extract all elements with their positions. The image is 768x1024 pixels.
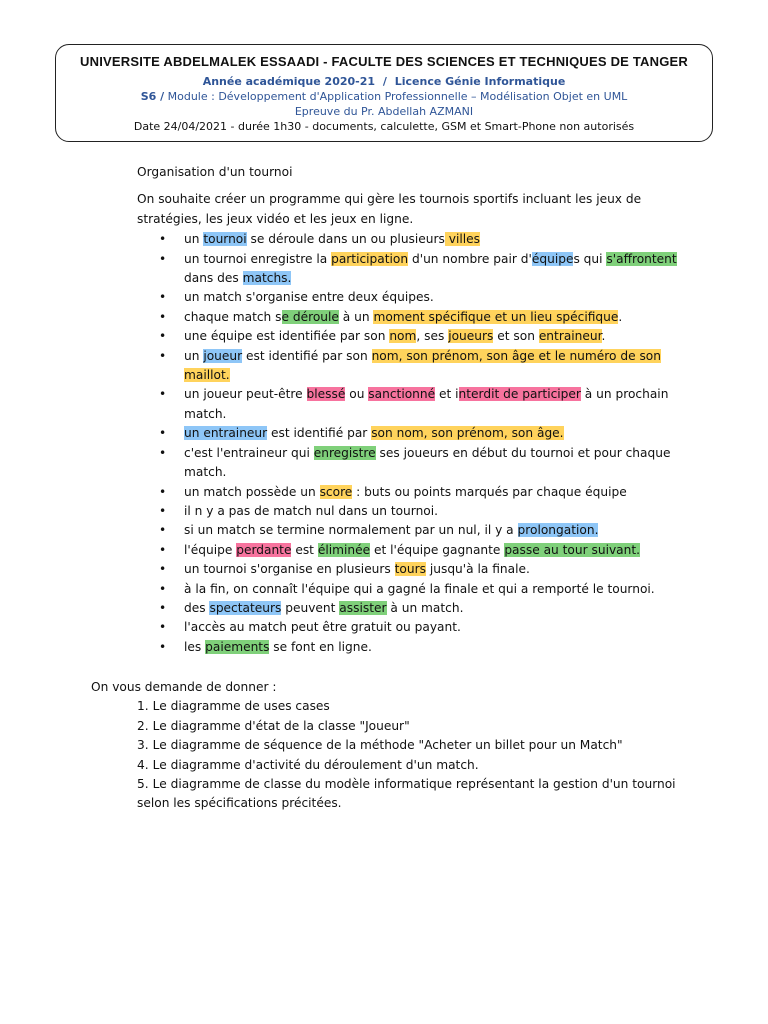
highlighted-term: tournoi bbox=[203, 232, 247, 247]
highlighted-term: villes bbox=[444, 232, 480, 247]
rule-text: est identifié par bbox=[267, 426, 372, 441]
rule-text: est bbox=[291, 542, 318, 557]
bullet-icon: • bbox=[159, 523, 167, 538]
highlighted-term: e déroule bbox=[281, 309, 339, 324]
academic-year-line bbox=[56, 74, 712, 89]
task-number: 3. bbox=[137, 738, 149, 753]
bullet-icon: • bbox=[159, 639, 167, 654]
questions-title: On vous demande de donner : bbox=[91, 680, 277, 694]
list-item bbox=[137, 618, 697, 637]
list-item bbox=[137, 444, 697, 483]
list-item bbox=[137, 250, 697, 289]
header-box bbox=[55, 44, 713, 142]
rule-text: les bbox=[184, 639, 206, 654]
rule-text: une équipe est identifiée par son bbox=[184, 329, 390, 344]
university-title: UNIVERSITE ABDELMALEK ESSAADI - FACULTE DES SCIENCES ET TECHNIQUES DE TANGER bbox=[80, 54, 688, 69]
highlighted-term: nom, son prénom, son âge et le numéro de son maillot. bbox=[184, 348, 661, 383]
list-item bbox=[137, 385, 697, 424]
rule-text: il n y a pas de match nul dans un tournoi. bbox=[184, 503, 439, 518]
intro-paragraph: On souhaite créer un programme qui gère les tournois sportifs incluant les jeux de stratégies, les jeux vidéo et les jeux en ligne. bbox=[137, 192, 642, 226]
highlighted-term: éliminée bbox=[317, 542, 371, 557]
task-item bbox=[91, 775, 691, 814]
rule-text: ou bbox=[345, 387, 369, 402]
highlighted-term: enregistre bbox=[313, 445, 376, 460]
list-item bbox=[137, 424, 697, 443]
rule-text: à la fin, on connaît l'équipe qui a gagné la finale et qui a remporté le tournoi. bbox=[184, 581, 655, 596]
module-code: S6 / bbox=[140, 90, 165, 103]
rule-text: un match s'organise entre deux équipes. bbox=[184, 290, 434, 305]
module-line bbox=[56, 89, 712, 104]
task-number: 1. bbox=[137, 699, 149, 714]
list-item bbox=[137, 580, 697, 599]
list-item bbox=[137, 347, 697, 386]
bullet-icon: • bbox=[159, 542, 167, 557]
highlighted-term: participation bbox=[331, 251, 409, 266]
list-item bbox=[137, 327, 697, 346]
highlighted-term: joueurs bbox=[448, 329, 494, 344]
task-text: Le diagramme d'état de la classe "Joueur" bbox=[152, 718, 410, 733]
list-item bbox=[137, 483, 697, 502]
highlighted-term: prolongation. bbox=[517, 523, 599, 538]
exam-details: Date 24/04/2021 - durée 1h30 - documents, calculette, GSM et Smart-Phone non autorisés bbox=[133, 120, 635, 133]
list-item bbox=[137, 521, 697, 540]
task-item bbox=[91, 697, 691, 716]
rule-text: à un prochain match. bbox=[184, 387, 669, 421]
bullet-icon: • bbox=[159, 484, 167, 499]
highlighted-term: entraineur bbox=[538, 329, 602, 344]
highlighted-term: assister bbox=[339, 600, 387, 615]
rules-list bbox=[137, 230, 697, 657]
task-text: Le diagramme de séquence de la méthode "Acheter un billet pour un Match" bbox=[152, 738, 623, 753]
rule-text: jusqu'à la finale. bbox=[425, 562, 530, 577]
rule-text: à un match. bbox=[386, 600, 464, 615]
highlighted-term: joueur bbox=[203, 348, 243, 363]
rule-text: c'est l'entraineur qui bbox=[184, 445, 314, 460]
task-item bbox=[91, 756, 691, 775]
rule-text: , ses bbox=[416, 329, 449, 344]
highlighted-term: perdante bbox=[236, 542, 292, 557]
rule-text: . bbox=[618, 309, 623, 324]
highlighted-term: s'affrontent bbox=[606, 251, 677, 266]
list-item bbox=[137, 560, 697, 579]
rule-text: est identifié par son bbox=[242, 348, 372, 363]
rule-text: chaque match s bbox=[184, 309, 282, 324]
list-item bbox=[137, 541, 697, 560]
bullet-icon: • bbox=[159, 600, 167, 615]
rule-text: peuvent bbox=[281, 600, 340, 615]
highlighted-term: matchs. bbox=[242, 271, 292, 286]
highlighted-term: score bbox=[319, 484, 353, 499]
rule-text: et i bbox=[435, 387, 459, 402]
highlighted-term: blessé bbox=[306, 387, 346, 402]
bullet-icon: • bbox=[159, 426, 167, 441]
main-content bbox=[137, 163, 697, 657]
rule-text: ses joueurs en début du tournoi et pour chaque match. bbox=[184, 445, 671, 480]
tasks-list bbox=[91, 697, 691, 813]
bullet-icon: • bbox=[159, 309, 167, 324]
rule-text: un tournoi s'organise en plusieurs bbox=[184, 562, 395, 577]
rule-text: l'accès au match peut être gratuit ou payant. bbox=[184, 620, 461, 635]
list-item bbox=[137, 638, 697, 657]
rule-text: un tournoi enregistre la bbox=[184, 251, 332, 266]
task-text: Le diagramme de classe du modèle informatique représentant la gestion d'un tournoi bbox=[152, 777, 676, 792]
rule-text: et son bbox=[493, 329, 539, 344]
highlighted-term: paiements bbox=[205, 639, 270, 654]
rule-text: d'un nombre pair d' bbox=[408, 251, 532, 266]
bullet-icon: • bbox=[159, 387, 167, 402]
task-text: Le diagramme d'activité du déroulement d'un match. bbox=[152, 757, 479, 772]
highlighted-term: nom bbox=[389, 329, 417, 344]
highlighted-term: passe au tour suivant. bbox=[504, 542, 641, 557]
highlighted-term: moment spécifique et un lieu spécifique bbox=[373, 309, 619, 324]
task-number: 2. bbox=[137, 718, 149, 733]
rule-text: se font en ligne. bbox=[269, 639, 372, 654]
bullet-icon: • bbox=[159, 232, 167, 247]
rule-text: l'équipe bbox=[184, 542, 237, 557]
bullet-icon: • bbox=[159, 562, 167, 577]
rule-text: : buts ou points marqués par chaque équipe bbox=[352, 484, 627, 499]
highlighted-term: sanctionné bbox=[368, 387, 436, 402]
rule-text: dans des bbox=[184, 271, 243, 286]
list-item bbox=[137, 502, 697, 521]
bullet-icon: • bbox=[159, 503, 167, 518]
rule-text: un match possède un bbox=[184, 484, 320, 499]
bullet-icon: • bbox=[159, 290, 167, 305]
task-text-continuation: selon les spécifications précitées. bbox=[137, 796, 342, 811]
rule-text: et l'équipe gagnante bbox=[370, 542, 505, 557]
list-item bbox=[137, 230, 697, 249]
task-item bbox=[91, 736, 691, 755]
bullet-icon: • bbox=[159, 348, 167, 363]
rule-text: un bbox=[184, 232, 204, 247]
highlighted-term: spectateurs bbox=[209, 600, 282, 615]
bullet-icon: • bbox=[159, 251, 167, 266]
rule-text: un joueur peut-être bbox=[184, 387, 307, 402]
rule-text: s qui bbox=[573, 251, 607, 266]
module-name: Module : Développement d'Application Professionnelle – Modélisation Objet en UML bbox=[164, 90, 628, 103]
section-title: Organisation d'un tournoi bbox=[137, 165, 293, 179]
academic-year: Année académique 2020-21 bbox=[202, 75, 376, 88]
bullet-icon: • bbox=[159, 329, 167, 344]
highlighted-term: un entraineur bbox=[184, 426, 268, 441]
bullet-icon: • bbox=[159, 620, 167, 635]
rule-text: des bbox=[184, 600, 210, 615]
bullet-icon: • bbox=[159, 581, 167, 596]
task-number: 4. bbox=[137, 757, 149, 772]
highlighted-term: nterdit de participer bbox=[458, 387, 581, 402]
questions-section bbox=[91, 678, 691, 814]
exam-author: Epreuve du Pr. Abdellah AZMANI bbox=[294, 105, 474, 118]
rule-text: . bbox=[601, 329, 606, 344]
task-item bbox=[91, 717, 691, 736]
list-item bbox=[137, 288, 697, 307]
highlighted-term: équipe bbox=[531, 251, 574, 266]
task-number: 5. bbox=[137, 777, 149, 792]
bullet-icon: • bbox=[159, 445, 167, 460]
licence-name: Licence Génie Informatique bbox=[394, 75, 566, 88]
separator-slash: / bbox=[382, 75, 387, 88]
list-item bbox=[137, 599, 697, 618]
rule-text: un bbox=[184, 348, 204, 363]
task-text: Le diagramme de uses cases bbox=[152, 699, 330, 714]
highlighted-term: tours bbox=[394, 562, 426, 577]
list-item bbox=[137, 308, 697, 327]
rule-text: si un match se termine normalement par un nul, il y a bbox=[184, 523, 518, 538]
rule-text: se déroule dans un ou plusieurs bbox=[246, 232, 445, 247]
rule-text: à un bbox=[338, 309, 374, 324]
highlighted-term: son nom, son prénom, son âge. bbox=[371, 426, 564, 441]
